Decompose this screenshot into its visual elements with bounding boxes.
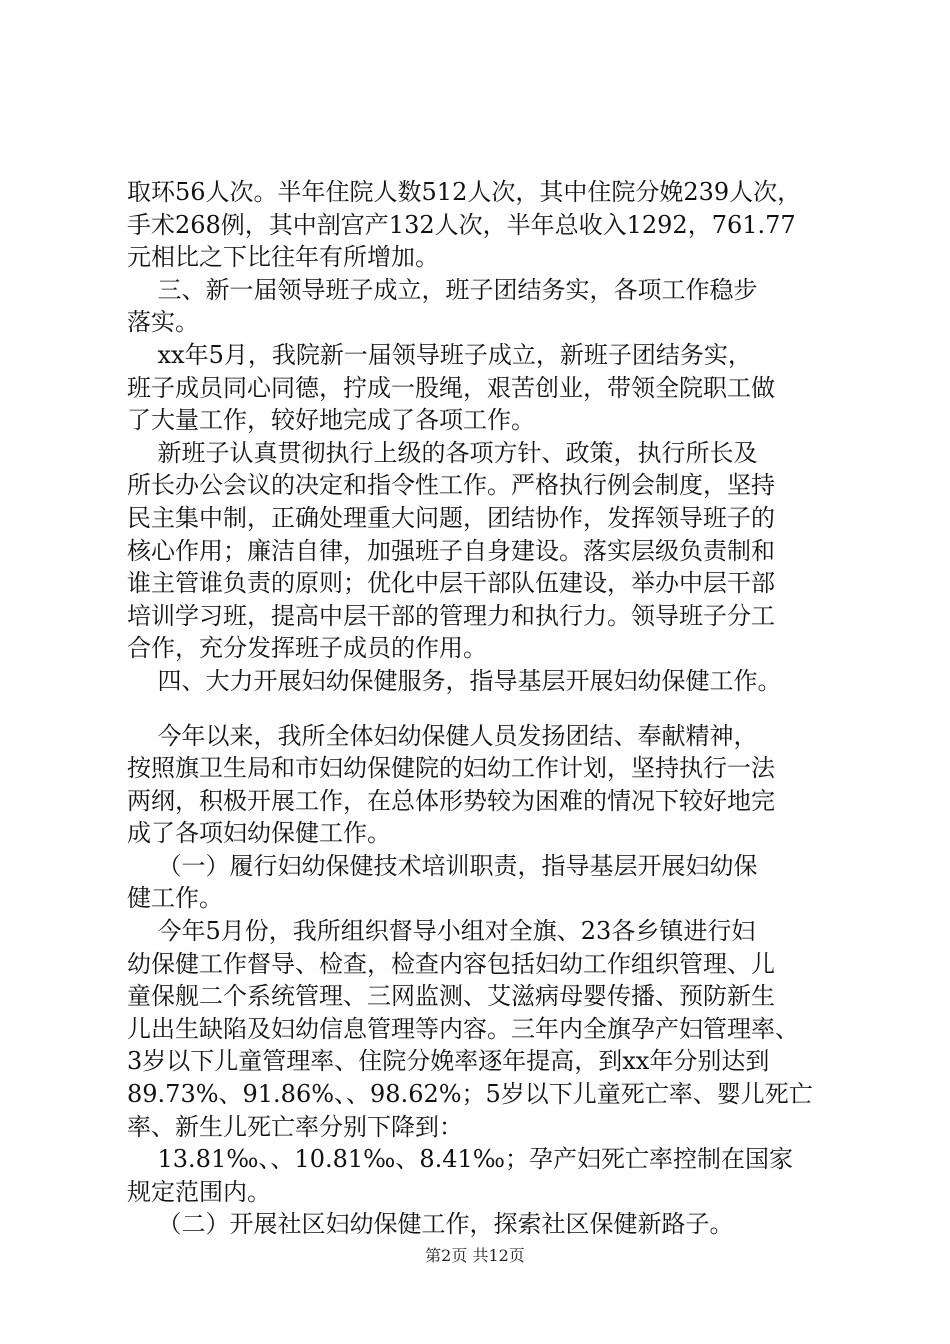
text-line: 所长办公会议的决定和指令性工作。严格执行例会制度，坚持 <box>127 471 775 500</box>
document-body <box>127 176 827 1241</box>
text-line: 幼保健工作督导、检查，检查内容包括妇幼工作组织管理、儿 <box>127 949 775 978</box>
text-line: 核心作用；廉洁自律，加强班子自身建设。落实层级负责制和 <box>127 536 775 565</box>
text-line: 儿出生缺陷及妇幼信息管理等内容。三年内全旗孕产妇管理率、 <box>127 1014 799 1043</box>
text-line: 今年以来，我所全体妇幼保健人员发扬团结、奉献精神， <box>127 721 758 750</box>
section-heading: 四、大力开展妇幼保健服务，指导基层开展妇幼保健工作。 <box>127 666 782 695</box>
text-line: 落实。 <box>127 308 199 337</box>
text-line: 取环56人次。半年住院人数512人次，其中住院分娩239人次， <box>127 178 802 206</box>
text-line: 按照旗卫生局和市妇幼保健院的妇幼工作计划，坚持执行一法 <box>127 754 775 783</box>
text-line: 新班子认真贯彻执行上级的各项方针、政策，执行所长及 <box>127 438 758 467</box>
text-line: 今年5月份，我所组织督导小组对全旗、23各乡镇进行妇 <box>127 917 756 946</box>
text-line: 89.73%、91.86%、、98.62%；5岁以下儿童死亡率、婴儿死亡 <box>127 1080 813 1109</box>
text-line: 两纲，积极开展工作，在总体形势较为困难的情况下较好地完 <box>127 786 775 815</box>
text-line: 13.81‰、、10.81‰、8.41‰；孕产妇死亡率控制在国家 <box>127 1145 793 1174</box>
text-line: 童保舰二个系统管理、三网监测、艾滋病母婴传播、预防新生 <box>127 982 775 1011</box>
text-line: 民主集中制，正确处理重大问题，团结协作，发挥领导班子的 <box>127 503 775 532</box>
text-line: 规定范围内。 <box>127 1177 271 1206</box>
text-line: 合作，充分发挥班子成员的作用。 <box>127 634 487 663</box>
text-line: 率、新生儿死亡率分别下降到： <box>127 1112 463 1141</box>
subsection-heading: （一）履行妇幼保健技术培训职责，指导基层开展妇幼保 <box>127 851 758 880</box>
text-line: 谁主管谁负责的原则；优化中层干部队伍建设，举办中层干部 <box>127 569 775 598</box>
text-line: xx年5月，我院新一届领导班子成立，新班子团结务实， <box>127 340 752 369</box>
paragraph-gap <box>127 698 827 720</box>
text-line: 成了各项妇幼保健工作。 <box>127 819 391 848</box>
text-line: 培训学习班，提高中层干部的管理力和执行力。领导班子分工 <box>127 601 775 630</box>
text-line: 三、新一届领导班子成立，班子团结务实，各项工作稳步 <box>127 275 758 304</box>
text-line: 3岁以下儿童管理率、住院分娩率逐年提高，到xx年分别达到 <box>127 1047 770 1076</box>
text-line: 元相比之下比往年有所增加。 <box>127 243 439 272</box>
page-number-footer: 第2页 共12页 <box>425 1246 525 1265</box>
text-line: 了大量工作，较好地完成了各项工作。 <box>127 406 535 435</box>
text-line: 手术268例，其中剖宫产132人次，半年总收入1292，761.77 <box>127 210 796 239</box>
subsection-heading: （二）开展社区妇幼保健工作，探索社区保健新路子。 <box>127 1210 734 1239</box>
text-line: 班子成员同心同德，拧成一股绳，艰苦创业，带领全院职工做 <box>127 373 775 402</box>
text-line: 健工作。 <box>127 884 223 913</box>
